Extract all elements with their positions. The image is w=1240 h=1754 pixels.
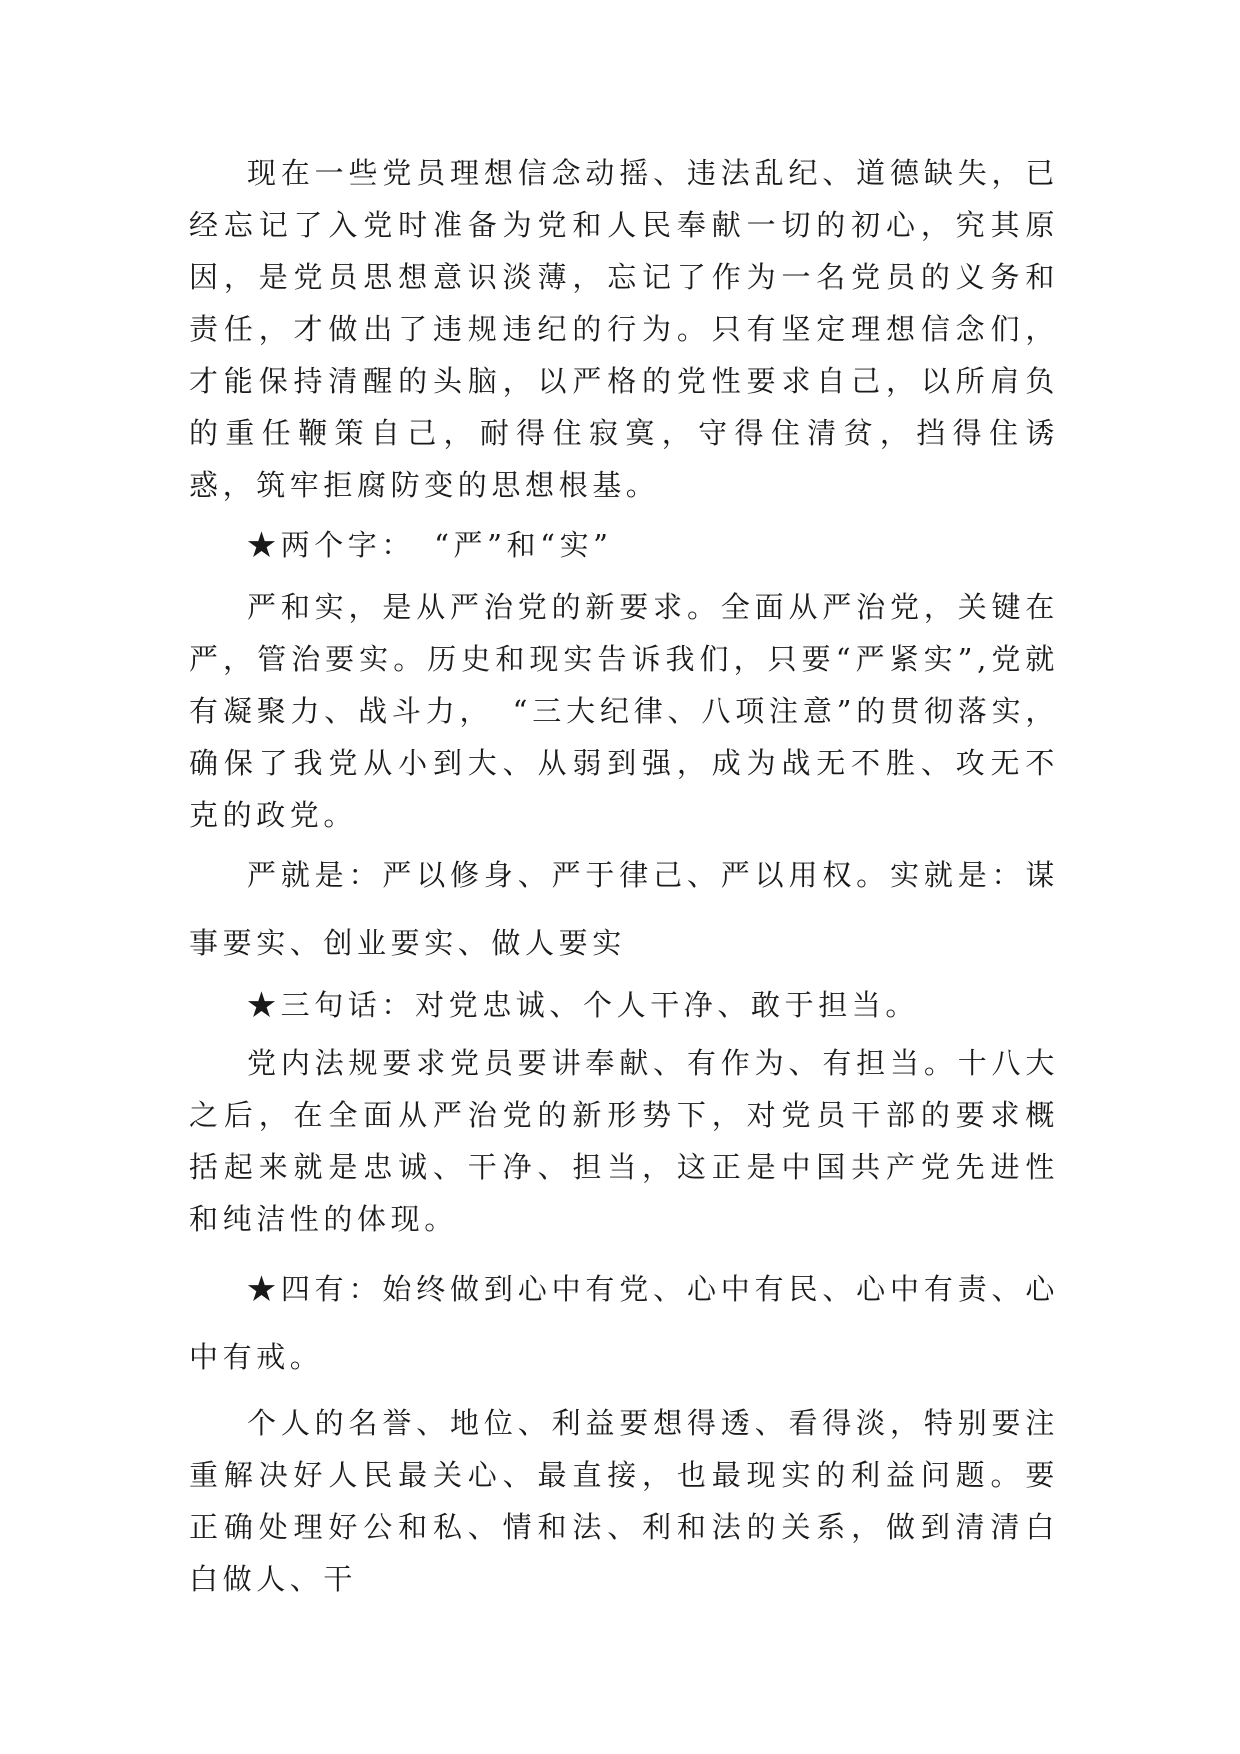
heading-three-sentences: ★三句话：对党忠诚、个人干净、敢于担当。 (247, 988, 920, 1022)
paragraph-personal-interests: 个人的名誉、地位、利益要想得透、看得淡，特别要注重解决好人民最关心、最直接，也最现实的利益问题。要正确处理好公和私、情和法、利和法的关系，做到清清白白做人、干 (189, 1406, 1059, 1596)
paragraph-ideals-and-beliefs: 现在一些党员理想信念动摇、违法乱纪、道德缺失，已经忘记了入党时准备为党和人民奉献一切的初心，究其原因，是党员思想意识淡薄，忘记了作为一名党员的义务和责任，才做出了违规违纪的行为。只有坚定理想信念们，才能保持清醒的头脑，以严格的党性要求自己，以所肩负的重任鞭策自己，耐得住寂寞，守得住清贫，挡得住诱惑，筑牢拒腐防变的思想根基。 (189, 156, 1059, 502)
paragraph-party-regulations: 党内法规要求党员要讲奉献、有作为、有担当。十八大之后，在全面从严治党的新形势下，对党员干部的要求概括起来就是忠诚、干净、担当，这正是中国共产党先进性和纯洁性的体现。 (189, 1046, 1059, 1236)
paragraph-strict-and-solid: 严和实，是从严治党的新要求。全面从严治党，关键在严，管治要实。历史和现实告诉我们，只要“严紧实”,党就有凝聚力、战斗力， “三大纪律、八项注意”的贯彻落实，确保了我党从小到大、从弱到强，成为战无不胜、攻无不克的政党。 (189, 590, 1059, 832)
paragraph-strict-and-solid-definition: 严就是：严以修身、严于律己、严以用权。实就是：谋事要实、创业要实、做人要实 (189, 858, 1059, 960)
heading-four-haves: ★四有：始终做到心中有党、心中有民、心中有责、心中有戒。 (189, 1272, 1059, 1374)
document-body (189, 147, 1059, 1605)
heading-two-characters: ★两个字： “严”和“实” (247, 528, 613, 562)
